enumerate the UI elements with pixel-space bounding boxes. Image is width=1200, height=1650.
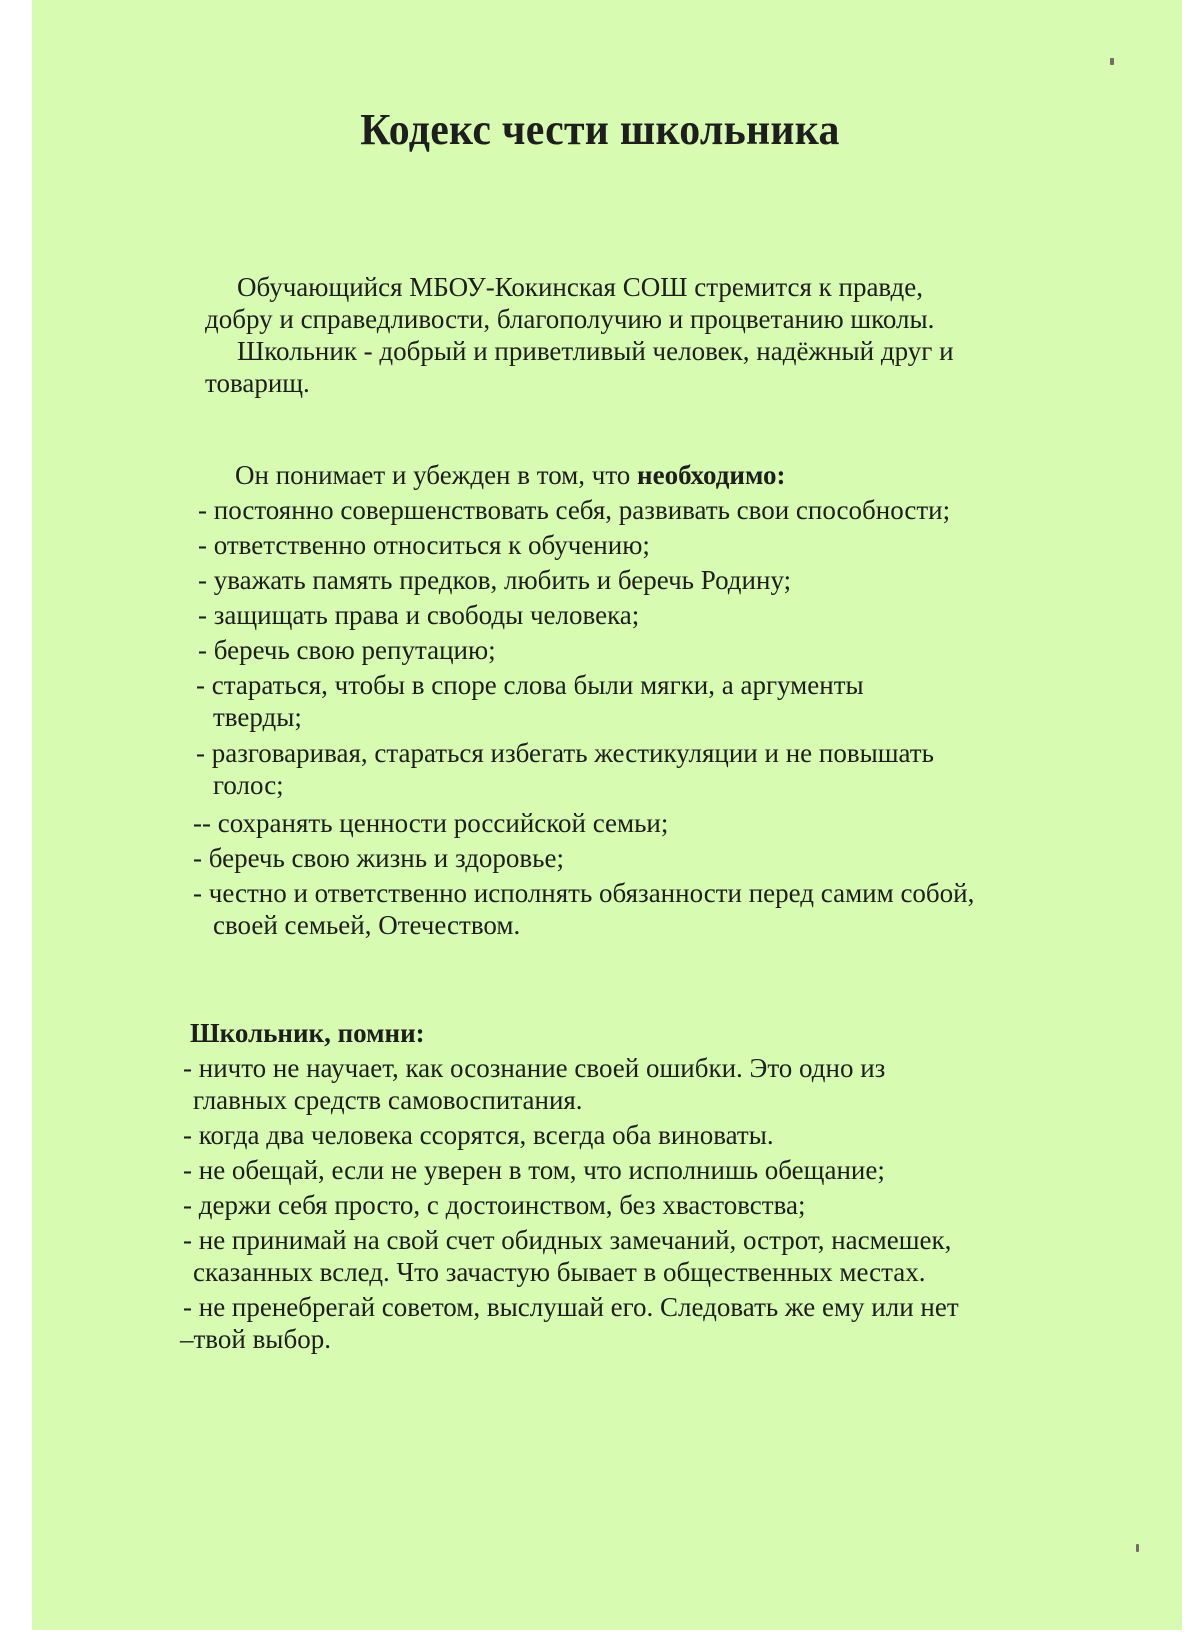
necessary-item: - беречь свою репутацию; [198, 635, 496, 665]
necessary-item: - честно и ответственно исполнять обязанности перед самим собой, [193, 878, 975, 908]
document-title: Кодекс чести школьника [360, 105, 840, 154]
remember-item: - не принимай на свой счет обидных замечаний, острот, насмешек, [183, 1225, 952, 1255]
remember-item-continuation: –твой выбор. [180, 1324, 331, 1354]
necessary-item: - ответственно относиться к обучению; [198, 530, 650, 560]
remember-item: - не обещай, если не уверен в том, что исполнишь обещание; [183, 1155, 885, 1185]
remember-item-continuation: сказанных вслед. Что зачастую бывает в общественных местах. [193, 1257, 926, 1287]
remember-item-continuation: главных средств самовоспитания. [193, 1085, 583, 1115]
necessary-lead [235, 460, 786, 491]
scan-speck [1110, 58, 1114, 65]
necessary-item: - уважать память предков, любить и беречь Родину; [198, 565, 792, 595]
remember-heading [190, 1018, 425, 1049]
necessary-item-continuation: голос; [213, 770, 284, 800]
remember-item: - держи себя просто, с достоинством, без хвастовства; [183, 1190, 806, 1220]
necessary-item: - постоянно совершенствовать себя, развивать свои способности; [198, 495, 951, 525]
intro-line: Школьник - добрый и приветливый человек, надёжный друг и [237, 336, 954, 366]
necessary-item-continuation: тверды; [213, 702, 302, 732]
necessary-item: - беречь свою жизнь и здоровье; [193, 843, 564, 873]
necessary-item: - разговаривая, стараться избегать жестикуляции и не повышать [196, 738, 934, 768]
remember-item: - ничто не научает, как осознание своей ошибки. Это одно из [183, 1053, 886, 1083]
necessary-item: - стараться, чтобы в споре слова были мягки, а аргументы [196, 670, 864, 700]
intro-line: Обучающийся МБОУ-Кокинская СОШ стремится к правде, [237, 272, 923, 302]
necessary-item: - защищать права и свободы человека; [198, 600, 640, 630]
necessary-lead-bold: необходимо: [637, 460, 786, 490]
remember-item: - не пренебрегай советом, выслушай его. Следовать же ему или нет [183, 1292, 959, 1322]
intro-line: товарищ. [205, 368, 310, 398]
necessary-lead-text: Он понимает и убежден в том, что [235, 460, 638, 490]
intro-line: добру и справедливости, благополучию и процветанию школы. [205, 304, 935, 334]
necessary-item: -- сохранять ценности российской семьи; [193, 808, 669, 838]
necessary-item-continuation: своей семьей, Отечеством. [213, 910, 521, 940]
remember-heading-text: Школьник, помни: [190, 1018, 425, 1048]
remember-item: - когда два человека ссорятся, всегда оба виноваты. [183, 1120, 774, 1150]
scan-speck [1136, 1544, 1139, 1552]
